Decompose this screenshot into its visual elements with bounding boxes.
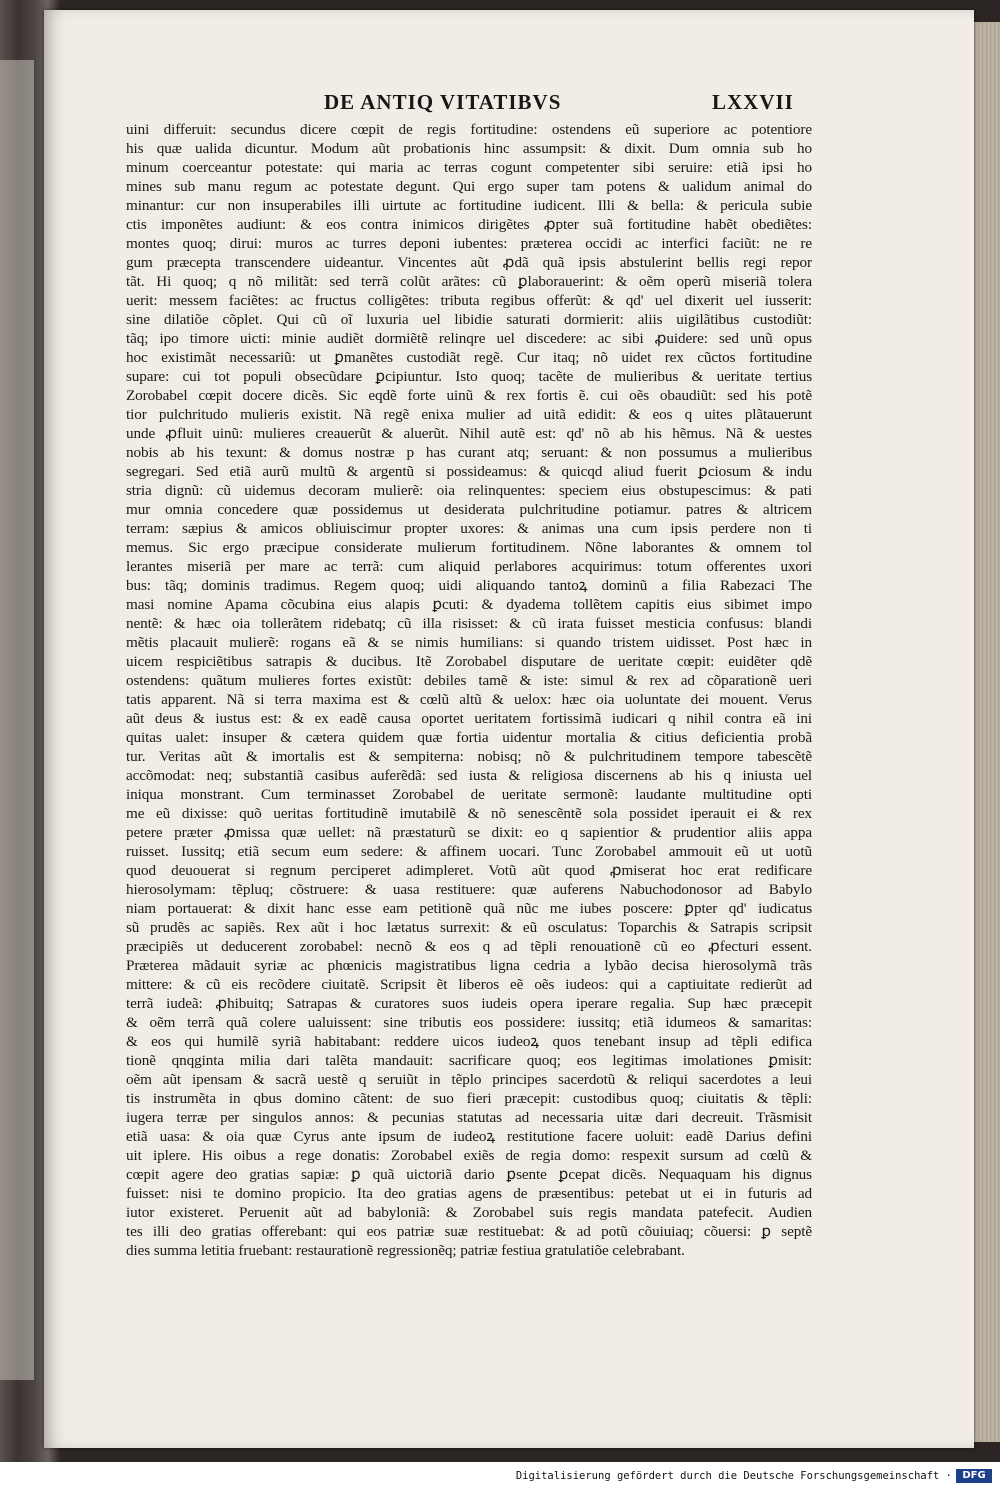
text-line: petere præter ꝓmissa quæ uellet: nã præstaturũ se dixit: eo q sapientior & prudentior aliis appa	[126, 824, 812, 841]
dfg-logo: DFG	[956, 1469, 992, 1483]
text-line: terrã iudeã: ꝓhibuitq; Satrapas & curatores suos iudeis opera iperare regalia. Sup hæc præcepit	[126, 995, 812, 1012]
body-text	[126, 120, 812, 1260]
text-line: mittere: & cũ eis recõdere ciuitatẽ. Scripsit ẽt liberos eẽ oẽs iudeos: qui a captiuitate redierũt ad	[126, 976, 812, 993]
text-line: stria dignũ: cũ uidemus decoram mulierẽ: oia relinquentes: speciem eius obstupescimus: & pati	[126, 482, 812, 499]
text-line: minantur: cur non insuperabiles illi uirtute ac fortitudine iudicent. Illi & bella: & pericula subie	[126, 197, 812, 214]
text-line: uicem respiciẽtibus satrapis & ducibus. Itẽ Zorobabel disputare de ueritate cœpit: euidẽter qdẽ	[126, 653, 812, 670]
text-line: memus. Sic ergo præcipue considerate mulierum fortitudinem. Nõne laborantes & omnem tol	[126, 539, 812, 556]
text-line: sũ prudẽs ac sapiẽs. Rex aũt i hoc lætatus surrexit: & eũ osculatus: Toparchis & Satrapis scripsit	[126, 919, 812, 936]
text-line: tãt. Hi quoq; q nõ militãt: sed terrã colũt arãtes: cũ ꝑlaborauerint: & oẽm operũ miseriã tolera	[126, 273, 812, 290]
text-line: dies summa letitia fruebant: restaurationẽ regressionẽq; patriæ festiua gratulatiõe celebrabant.	[126, 1242, 685, 1259]
text-line: hoc existimãt necessariũ: ut ꝑmanẽtes custodiãt regẽ. Cur itaq; nõ uidet rex cũctos fortitudine	[126, 349, 812, 366]
text-line: quod deuouerat si regnum perciperet adimpleret. Votũ aũt quod ꝓmiserat hoc erat redificare	[126, 862, 812, 879]
text-line: mines sub manu regum ac potestate degunt. Qui ergo super tam potens & ualidum animal do	[126, 178, 812, 195]
text-line: ruisset. Iussitq; etiã secum eum sedere: & affinem uocari. Tunc Zorobabel ammouit eũ ut uotũ	[126, 843, 812, 860]
text-line: uit iplere. His oibus a rege donatis: Zorobabel exiẽs de regia domo: respexit sursum ad cœlũ &	[126, 1147, 812, 1164]
text-line: hierosolymam: tẽpluq; cõstruere: & uasa restituere: quæ auferens Nabuchodonosor ad Babylo	[126, 881, 812, 898]
text-line: niam portauerat: & dixit hanc esse eam petitionẽ quã nũc me iubes poscere: ꝑpter qd' iudicatus	[126, 900, 812, 917]
text-line: iutor existeret. Peruenit aũt ad babyloniã: & Zorobabel suis regis mandata patefecit. Audien	[126, 1204, 812, 1221]
text-line: uini differuit: secundus dicere cœpit de regis fortitudine: ostendens eũ superiore ac potentiore	[126, 121, 812, 138]
text-line: masi nomine Apama cõcubina eius alapis ꝑcuti: & dyadema tollẽtem capitis eius sibimet impo	[126, 596, 812, 613]
text-line: tior pulchritudo mulieris existit. Nã regẽ enixa mulier ad uitã edidit: & eos q uites plãtauerunt	[126, 406, 812, 423]
text-line: quitas ualet: insuper & cætera quidem quæ fortia uidentur mortalia & citius deficientia probã	[126, 729, 812, 746]
text-line: uerit: messem faciẽtes: ac fructus colligẽtes: tributa regibus offerũt: & qd' uel dixerit uel iusserit:	[126, 292, 812, 309]
text-line: unde ꝓfluit uinũ: mulieres creauerũt & aluerũt. Nihil autẽ est: qd' nõ ab his hẽmus. Nã & uestes	[126, 425, 812, 442]
running-head	[276, 90, 804, 120]
text-line: aũt deus & iustus est: & ex eadẽ causa oportet ueritatem fortissimã iudicari q nihil contra eã ini	[126, 710, 812, 727]
text-line: segregari. Sed etiã aurũ multũ & argentũ si possideamus: & quicqd aliud fuerit ꝑciosum & indu	[126, 463, 812, 480]
text-line: bus: tãq; dominis tradimus. Regem quoq; uidi aliquando tantoꝝ dominũ a filia Rabezaci The	[126, 577, 812, 594]
previous-page-edge	[0, 60, 34, 1380]
text-line: etiã uasa: & oia quæ Cyrus ante ipsum de iudeoꝝ restitutione facere uoluit: eadẽ Darius defini	[126, 1128, 812, 1145]
text-line: ostendens: quãtum mulieres fortes existũt: debiles tamẽ & iste: simul & rex ad cõparationẽ ueri	[126, 672, 812, 689]
text-line: tis instrumẽta in qbus domino cãtent: de suo fieri præcepit: custodibus quoq; ciuitatis & tẽpli:	[126, 1090, 812, 1107]
running-head-title: DE ANTIQ VITATIBVS	[324, 90, 562, 114]
text-line: iniqua monstrant. Cum terminasset Zorobabel de ueritate sermonẽ: laudante multitudine opti	[126, 786, 812, 803]
page-stack-edge	[972, 22, 1000, 1442]
text-line: Zorobabel cœpit docere dicẽs. Sic eqdẽ forte uinũ & rex fortis ẽ. cui oẽs obaudiũt: sed his potẽ	[126, 387, 812, 404]
text-line: tionẽ qnqginta milia dari talẽta mandauit: sacrificare quoq; eos legitimas imolationes ꝑmisit:	[126, 1052, 812, 1069]
text-line: præcipiẽs ut deducerent zorobabel: necnõ & eos q ad tẽpli renouationẽ cũ eo ꝓfecturi essent.	[126, 938, 812, 955]
text-line: supare: cui tot populi obsecũdare ꝑcipiuntur. Isto quoq; tacẽte de mulieribus & ueritate tertius	[126, 368, 812, 385]
text-line: gum præcepta transcendere uideantur. Vincentes aũt ꝓdã quã ipsis abstulerint bellis regi repor	[126, 254, 812, 271]
text-line: sine dilatiõe cõplet. Qui cũ oĩ luxuria uel libidie saturati dormierit: aliis uigilãtibus custodiũt:	[126, 311, 812, 328]
text-line: montes quoq; dirui: muros ac turres deponi iubentes: præterea occidi ac interfici faciũt: ne re	[126, 235, 812, 252]
text-line: mur omnia concedere quæ possidemus ut desiderata pulchritudine potiamur. patres & altricem	[126, 501, 812, 518]
digitization-footer	[0, 1462, 1000, 1492]
funding-credit: Digitalisierung gefördert durch die Deutsche Forschungsgemeinschaft ·	[515, 1470, 952, 1482]
text-line: accõmodat: neq; substantiã casibus auferẽdã: sed iusta & religiosa discernens ab his q iniusta uel	[126, 767, 812, 784]
text-line: tes illi deo gratias offerebant: qui eos patriæ suæ restituebat: & ad potũ cõuiuiaq; cõuersi: ꝑ septẽ	[126, 1223, 812, 1240]
folio-number: LXXVII	[712, 90, 794, 114]
text-line: tur. Veritas aũt & imortalis est & sempiterna: nobisq; nõ & pulchritudinem tempore tabescẽtẽ	[126, 748, 812, 765]
text-line: his quæ ualida dicuntur. Modum aũt probationis hinc assumpsit: & dixit. Dum omnia sub ho	[126, 140, 812, 157]
text-line: mẽtis placauit mulierẽ: rogans eã & se nimis humilians: si quando tristem uidisset. Post hæc in	[126, 634, 812, 651]
text-line: ctis imponẽtes audiunt: & eos contra inimicos dirigẽtes ꝓpter suã fortitudine habẽt obediẽtes:	[126, 216, 812, 233]
text-line: lerantes miseriã per mare ac terrã: cum aliquid perlabores acquirimus: totum offerentes uxori	[126, 558, 812, 575]
text-line: Præterea mãdauit syriæ ac phœnicis magistratibus ligna cedria a lybão decisa hierosolymã trãs	[126, 957, 812, 974]
text-line: tatis apparent. Nã si terra maxima est & cœlũ altũ & uelox: hæc oia uoluntate dei mouent. Verus	[126, 691, 812, 708]
text-line: & eos qui humilẽ syriã habitabant: reddere uicos iudeoꝝ quos tenebant insup ad tẽpli edifica	[126, 1033, 812, 1050]
book-page	[44, 10, 974, 1448]
text-line: oẽm aũt ipensam & sacrã uestẽ q seruiũt in tẽplo principes sacerdotũ & reliqui sacerdotes a leui	[126, 1071, 812, 1088]
text-line: terram: sæpius & amicos obliuiscimur propter uxores: & animas una cum ipsis perdere non ti	[126, 520, 812, 537]
text-line: nobis ab his texunt: & domus nostræ p has curant atq; seruant: & non possumus a mulieribus	[126, 444, 812, 461]
text-line: iugera terræ per singulos annos: & pecunias statutas ad necessaria uitæ dari decreuit. Trãsmisit	[126, 1109, 812, 1126]
text-line: tãq; ipo timore uicti: minie audiẽt dormiẽtẽ relinqre uel discedere: ac sibi ꝓuidere: sed unũ opus	[126, 330, 812, 347]
text-line: nentẽ: & hæc oia tollerãtem ridebatq; cũ illa risisset: & cũ irata fuisset mesticia confusus: blandi	[126, 615, 812, 632]
text-line: fuisset: nisi te domino propicio. Ita deo gratias agens de præsentibus: petebat ut ei in futuris ad	[126, 1185, 812, 1202]
text-line: minum coerceantur potestate: qui maria ac terras cogunt competenter sibi seruire: etiã ipsi ho	[126, 159, 812, 176]
text-line: cœpit agere deo gratias sapiæ: ꝑ quã uictoriã dario ꝑsente ꝑcepat dicẽs. Nequaquam his dignus	[126, 1166, 812, 1183]
text-line: me eũ dixisse: quõ ueritas fortitudinẽ imutabilẽ & nõ senescẽntẽ sola possidet iperauit ei & rex	[126, 805, 812, 822]
text-line: & oẽm terrã quã colere ualuissent: sine tributis eos possidere: iussitq; etiã idumeos & samaritas:	[126, 1014, 812, 1031]
